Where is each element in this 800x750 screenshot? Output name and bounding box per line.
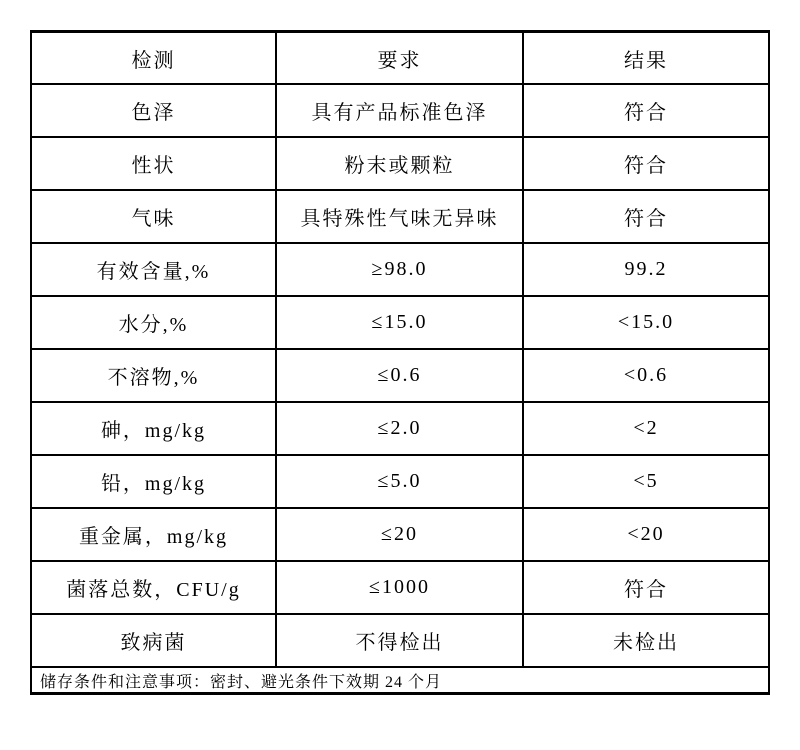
table-row: [31, 296, 769, 349]
table-row: [31, 402, 769, 455]
cell-requirement: 具有产品标准色泽: [276, 84, 523, 137]
cell-test: 不溶物,%: [31, 349, 276, 402]
cell-requirement: ≤15.0: [276, 296, 523, 349]
cell-test: 致病菌: [31, 614, 276, 667]
table-row: [31, 84, 769, 137]
cell-result: <2: [523, 402, 769, 455]
cell-test: 性状: [31, 137, 276, 190]
table-row: [31, 243, 769, 296]
cell-test: 水分,%: [31, 296, 276, 349]
table-row: [31, 349, 769, 402]
table-row: [31, 561, 769, 614]
cell-result: 符合: [523, 190, 769, 243]
column-header-result: 结果: [523, 32, 769, 85]
cell-result: 符合: [523, 137, 769, 190]
cell-requirement: ≤20: [276, 508, 523, 561]
column-header-test: 检测: [31, 32, 276, 85]
cell-result: 未检出: [523, 614, 769, 667]
inspection-table: [30, 30, 770, 695]
cell-requirement: 粉末或颗粒: [276, 137, 523, 190]
header-row: [31, 32, 769, 85]
cell-requirement: ≤1000: [276, 561, 523, 614]
cell-test: 重金属，mg/kg: [31, 508, 276, 561]
cell-result: 符合: [523, 84, 769, 137]
cell-requirement: ≥98.0: [276, 243, 523, 296]
cell-test: 菌落总数，CFU/g: [31, 561, 276, 614]
cell-test: 色泽: [31, 84, 276, 137]
cell-test: 砷，mg/kg: [31, 402, 276, 455]
table-row: [31, 455, 769, 508]
cell-requirement: ≤5.0: [276, 455, 523, 508]
table-row: [31, 137, 769, 190]
cell-requirement: 不得检出: [276, 614, 523, 667]
column-header-requirement: 要求: [276, 32, 523, 85]
cell-test: 铅，mg/kg: [31, 455, 276, 508]
table-body: [31, 84, 769, 667]
cell-requirement: 具特殊性气味无异味: [276, 190, 523, 243]
cell-result: <0.6: [523, 349, 769, 402]
storage-note: 储存条件和注意事项：密封、避光条件下效期 24 个月: [31, 667, 769, 694]
cell-result: <20: [523, 508, 769, 561]
table-footer: [31, 667, 769, 694]
cell-result: <5: [523, 455, 769, 508]
table-row: [31, 614, 769, 667]
cell-test: 气味: [31, 190, 276, 243]
footer-row: [31, 667, 769, 694]
cell-requirement: ≤2.0: [276, 402, 523, 455]
table-header: [31, 32, 769, 85]
cell-result: 符合: [523, 561, 769, 614]
table-row: [31, 508, 769, 561]
cell-result: <15.0: [523, 296, 769, 349]
cell-result: 99.2: [523, 243, 769, 296]
cell-test: 有效含量,%: [31, 243, 276, 296]
cell-requirement: ≤0.6: [276, 349, 523, 402]
table-row: [31, 190, 769, 243]
